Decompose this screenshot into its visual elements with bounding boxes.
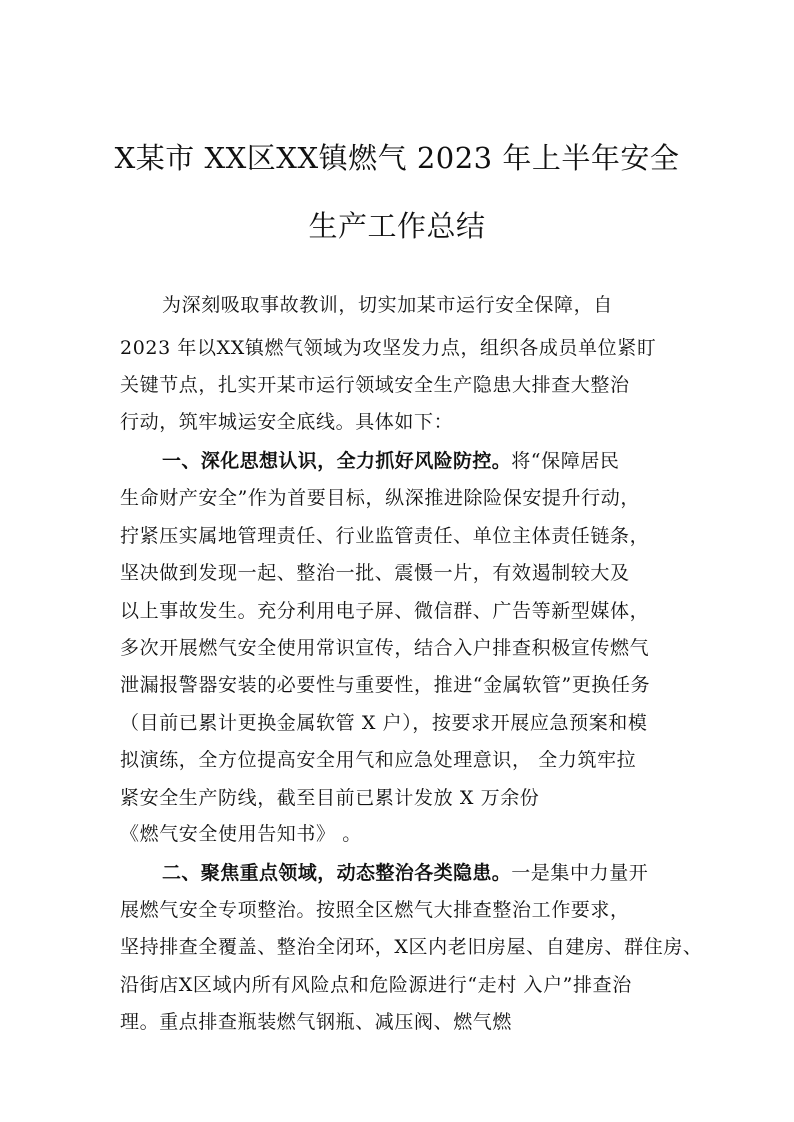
paragraph-1-line-4: 行动，筑牢城运安全底线。具体如下： (120, 411, 454, 433)
paragraph-1-line-3: 关键节点，扎实开某市运行领域安全生产隐患大排查大整治 (120, 374, 630, 396)
paragraph-2-line-1-rest: 将“保障居民 (511, 450, 620, 472)
paragraph-2-line-7: 泄漏报警器安装的必要性与重要性，推进“金属软管”更换任务 (120, 674, 651, 696)
paragraph-2-line-9: 拟演练，全方位提高安全用气和应急处理意识， 全力筑牢拉 (120, 749, 637, 771)
paragraph-3-line-3: 坚持排查全覆盖、整治全闭环，X区内老旧房屋、自建房、群住房、 (120, 936, 703, 958)
document-title-line-1: X某市 XX区XX镇燃气 2023 年上半年安全 (114, 141, 680, 175)
paragraph-3-line-4: 沿街店X区域内所有风险点和危险源进行“走村 入户”排查治 (120, 974, 632, 996)
paragraph-2-line-6: 多次开展燃气安全使用常识宣传，结合入户排查积极宣传燃气 (120, 637, 650, 659)
section-heading-1: 一、深化思想认识，全力抓好风险防控。 (162, 450, 512, 472)
paragraph-3-line-2: 展燃气安全专项整治。按照全区燃气大排查整治工作要求， (120, 899, 630, 921)
paragraph-2-line-10: 紧安全生产防线，截至目前已累计发放 X 万余份 (120, 787, 540, 809)
paragraph-1-line-2: 2023 年以XX镇燃气领域为攻坚发力点，组织各成员单位紧盯 (120, 337, 657, 359)
paragraph-2-line-4: 坚决做到发现一起、整治一批、震慑一片，有效遏制较大及 (120, 562, 630, 584)
paragraph-2-line-3: 拧紧压实属地管理责任、行业监管责任、单位主体责任链条， (120, 525, 650, 547)
paragraph-2-line-2: 生命财产安全”作为首要目标，纵深推进除险保安提升行动， (120, 487, 640, 509)
paragraph-3-line-1 (162, 861, 648, 885)
paragraph-3-line-5: 理。重点排查瓶装燃气钢瓶、减压阀、燃气燃 (120, 1011, 513, 1033)
paragraph-2-line-5: 以上事故发生。充分利用电子屏、微信群、广告等新型媒体， (120, 600, 650, 622)
paragraph-3-line-1-rest: 一是集中力量开 (511, 862, 649, 884)
document-title-line-2: 生产工作总结 (308, 209, 486, 243)
paragraph-1-line-1: 为深刻吸取事故教训，切实加某市运行安全保障，自 (162, 294, 613, 316)
section-heading-2: 二、聚焦重点领域，动态整治各类隐患。 (162, 862, 512, 884)
paragraph-2-line-11: 《燃气安全使用告知书》 。 (120, 823, 362, 845)
paragraph-2-line-1 (162, 449, 620, 473)
paragraph-2-line-8: （目前已累计更换金属软管 X 户），按要求开展应急预案和模 (120, 712, 648, 734)
